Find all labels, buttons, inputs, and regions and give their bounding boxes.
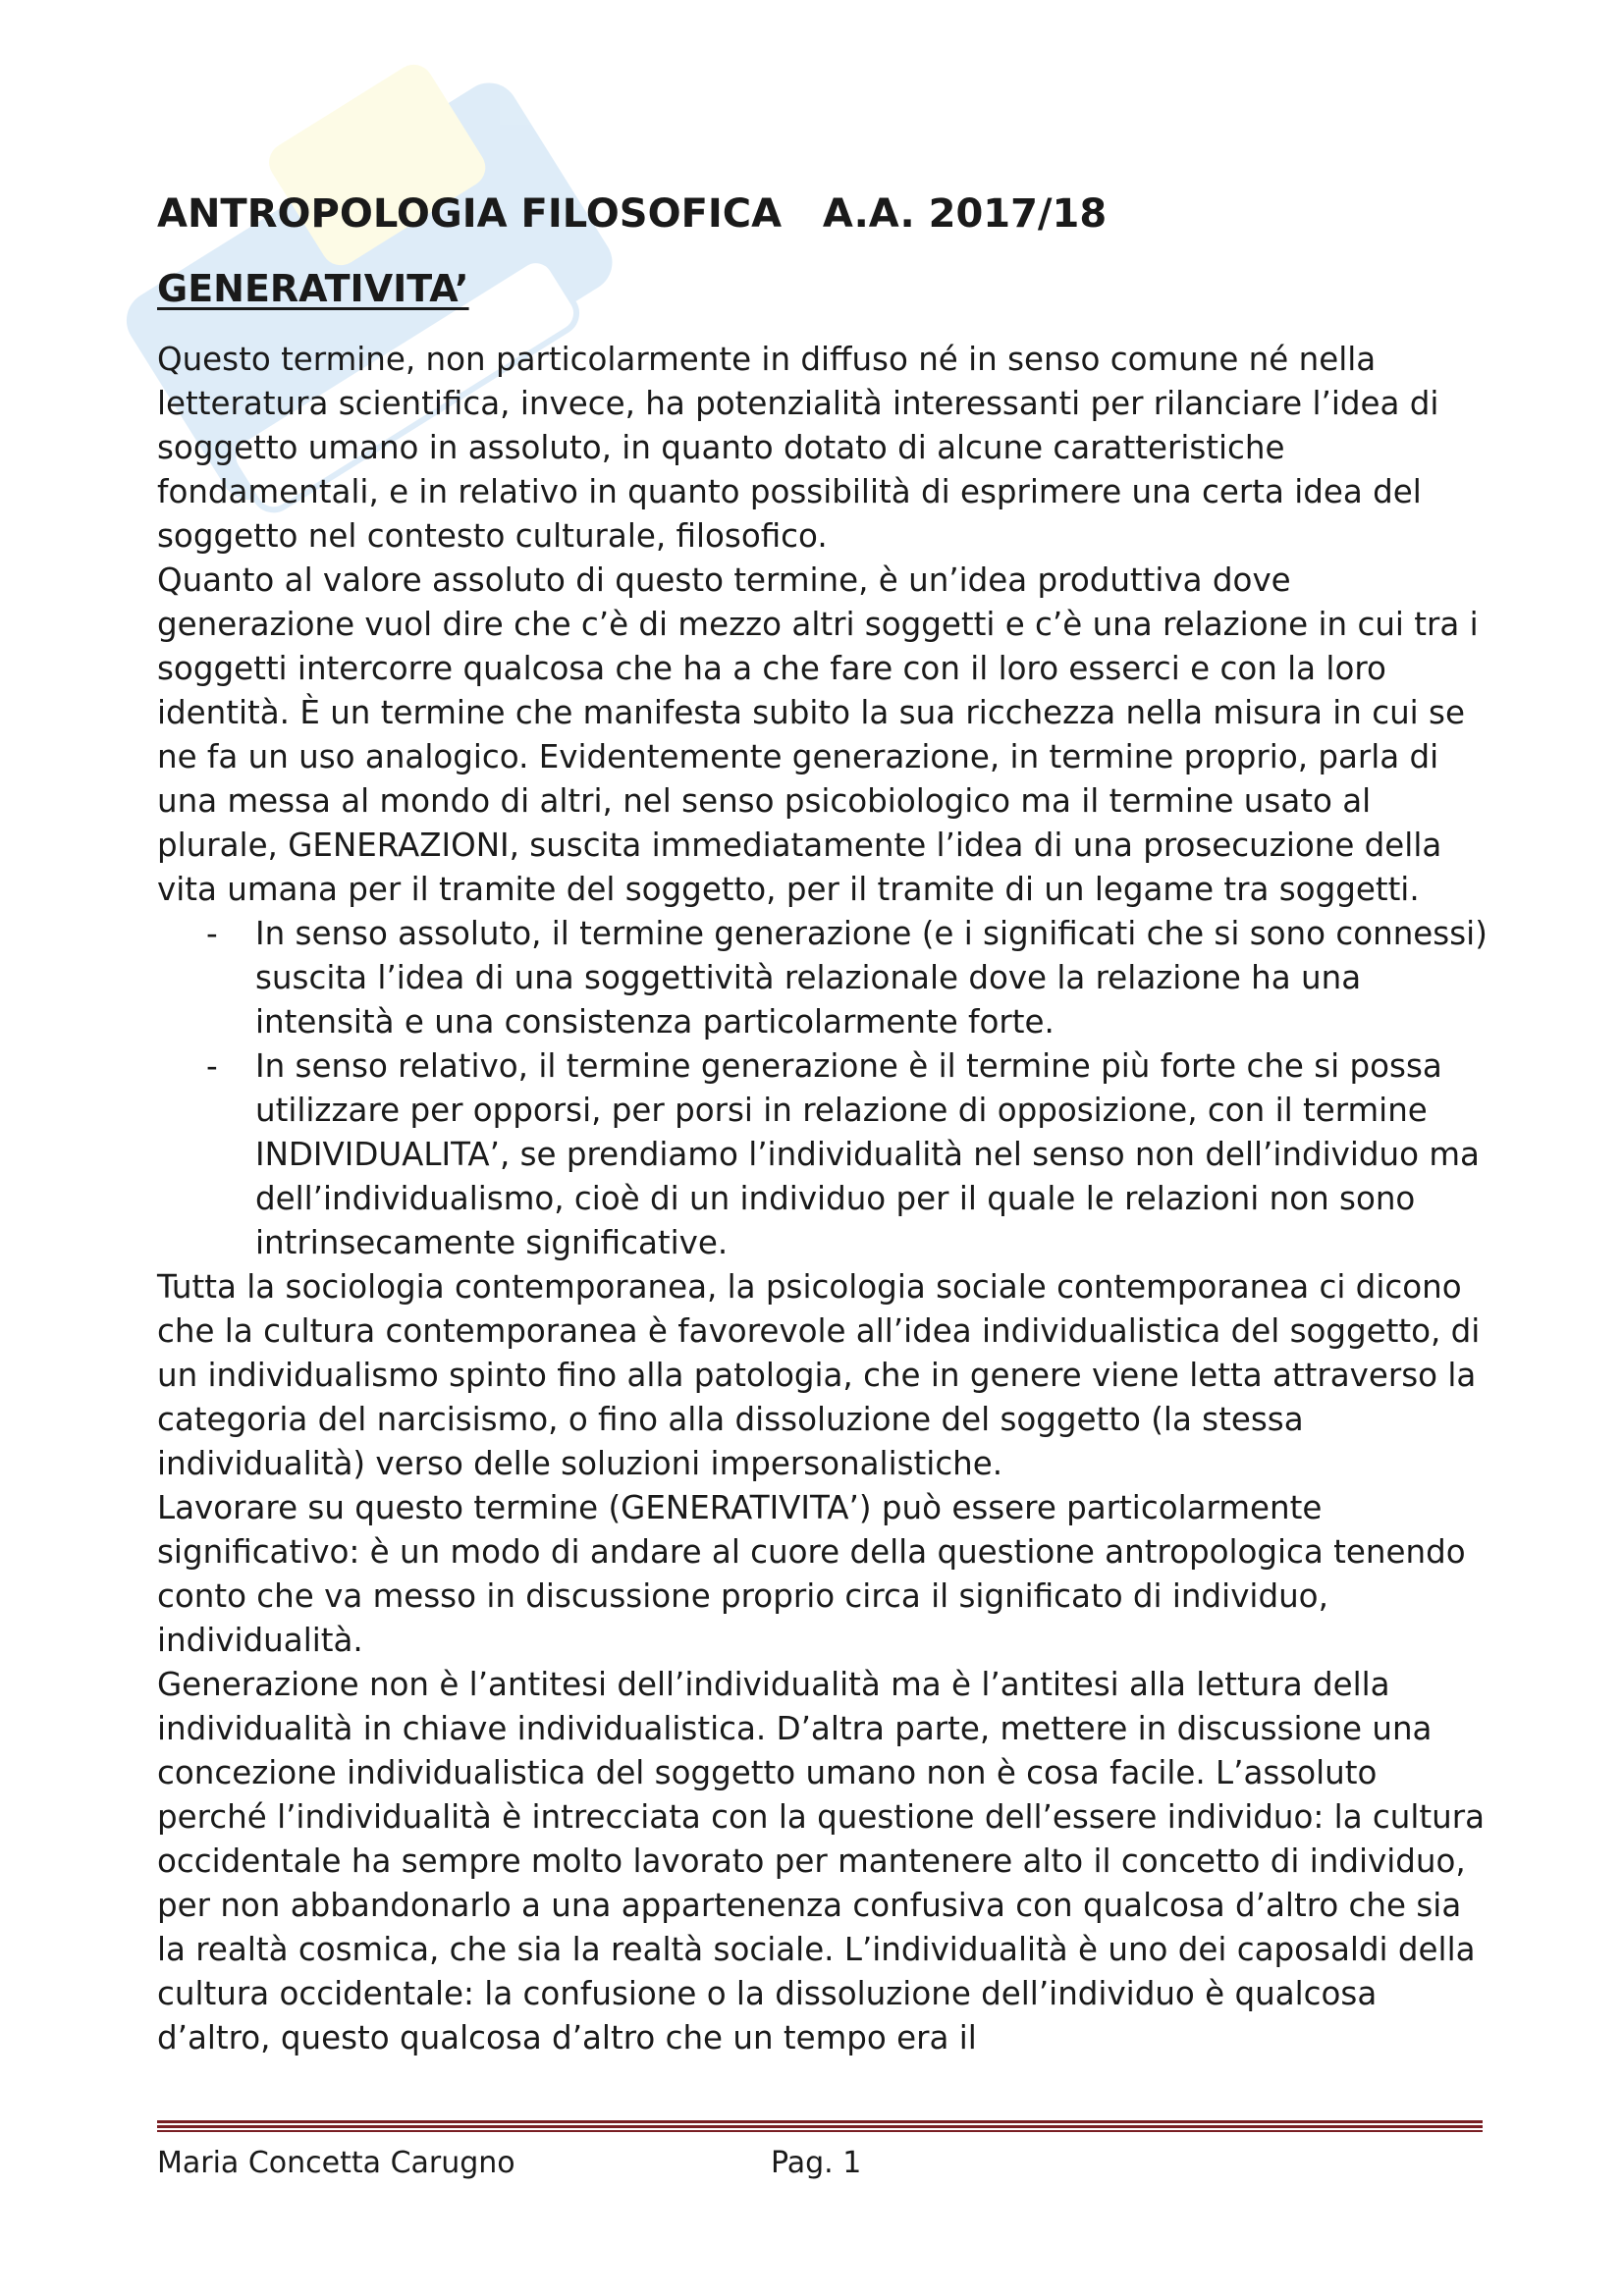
page-number: Pag. 1 [771,2146,862,2180]
document-title: ANTROPOLOGIA FILOSOFICA A.A. 2017/18 [157,191,1108,237]
list-item-text: In senso relativo, il termine generazione è il termine più forte che si possa utilizzare per opporsi, per porsi in relazione di opposizione, con il termine INDIVIDUALITA’, se prendiamo l’individualità nel senso non dell’individuo ma dell’individualismo, cioè di un individuo per il quale le relazioni non sono intrinsecamente significative. [255,1047,1480,1261]
footer-divider [157,2120,1483,2134]
bullet-list [157,912,1492,1265]
paragraph: Lavorare su questo termine (GENERATIVITA’) può essere particolarmente significativo: è un modo di andare al cuore della questione antropologica tenendo conto che va messo in discussione proprio circa il significato di individuo, individualità. [157,1489,1466,1659]
list-item [157,1044,1492,1265]
bullet-marker: - [206,1047,218,1085]
paragraph: Tutta la sociologia contemporanea, la psicologia sociale contemporanea ci dicono che la cultura contemporanea è favorevole all’idea individualistica del soggetto, di un individualismo spinto fino alla patologia, che in genere viene letta attraverso la categoria del narcisismo, o fino alla dissoluzione del soggetto (la stessa individualità) verso delle soluzioni impersonalistiche. [157,1268,1481,1482]
paragraph: Questo termine, non particolarmente in diffuso né in senso comune né nella letteratura scientifica, invece, ha potenzialità interessanti per rilanciare l’idea di soggetto umano in assoluto, in quanto dotato di alcune caratteristiche fondamentali, e in relativo in quanto possibilità di esprimere una certa idea del soggetto nel contesto culturale, filosofico. [157,341,1439,555]
section-heading: GENERATIVITA’ [157,267,469,310]
footer-author: Maria Concetta Carugno [157,2146,515,2180]
paragraph: Quanto al valore assoluto di questo termine, è un’idea produttiva dove generazione vuol dire che c’è di mezzo altri soggetti e c’è una relazione in cui tra i soggetti intercorre qualcosa che ha a che fare con il loro esserci e con la loro identità. È un termine che manifesta subito la sua ricchezza nella misura in cui se ne fa un uso analogico. Evidentemente generazione, in termine proprio, parla di una messa al mondo di altri, nel senso psicobiologico ma il termine usato al plurale, GENERAZIONI, suscita immediatamente l’idea di una prosecuzione della vita umana per il tramite del soggetto, per il tramite di un legame tra soggetti. [157,561,1479,908]
list-item-text: In senso assoluto, il termine generazione (e i significati che si sono connessi) suscita l’idea di una soggettività relazionale dove la relazione ha una intensità e una consistenza particolarmente forte. [255,915,1488,1041]
page-body [157,187,1492,2060]
paragraph: Generazione non è l’antitesi dell’individualità ma è l’antitesi alla lettura della individualità in chiave individualistica. D’altra parte, mettere in discussione una concezione individualistica del soggetto umano non è cosa facile. L’assoluto perché l’individualità è intrecciata con la questione dell’essere individuo: la cultura occidentale ha sempre molto lavorato per mantenere alto il concetto di individuo, per non abbandonarlo a una appartenenza confusiva con qualcosa d’altro che sia la realtà cosmica, che sia la realtà sociale. L’individualità è uno dei caposaldi della cultura occidentale: la confusione o la dissoluzione dell’individuo è qualcosa d’altro, questo qualcosa d’altro che un tempo era il [157,1666,1486,2056]
bullet-marker: - [206,915,218,952]
list-item [157,912,1492,1044]
